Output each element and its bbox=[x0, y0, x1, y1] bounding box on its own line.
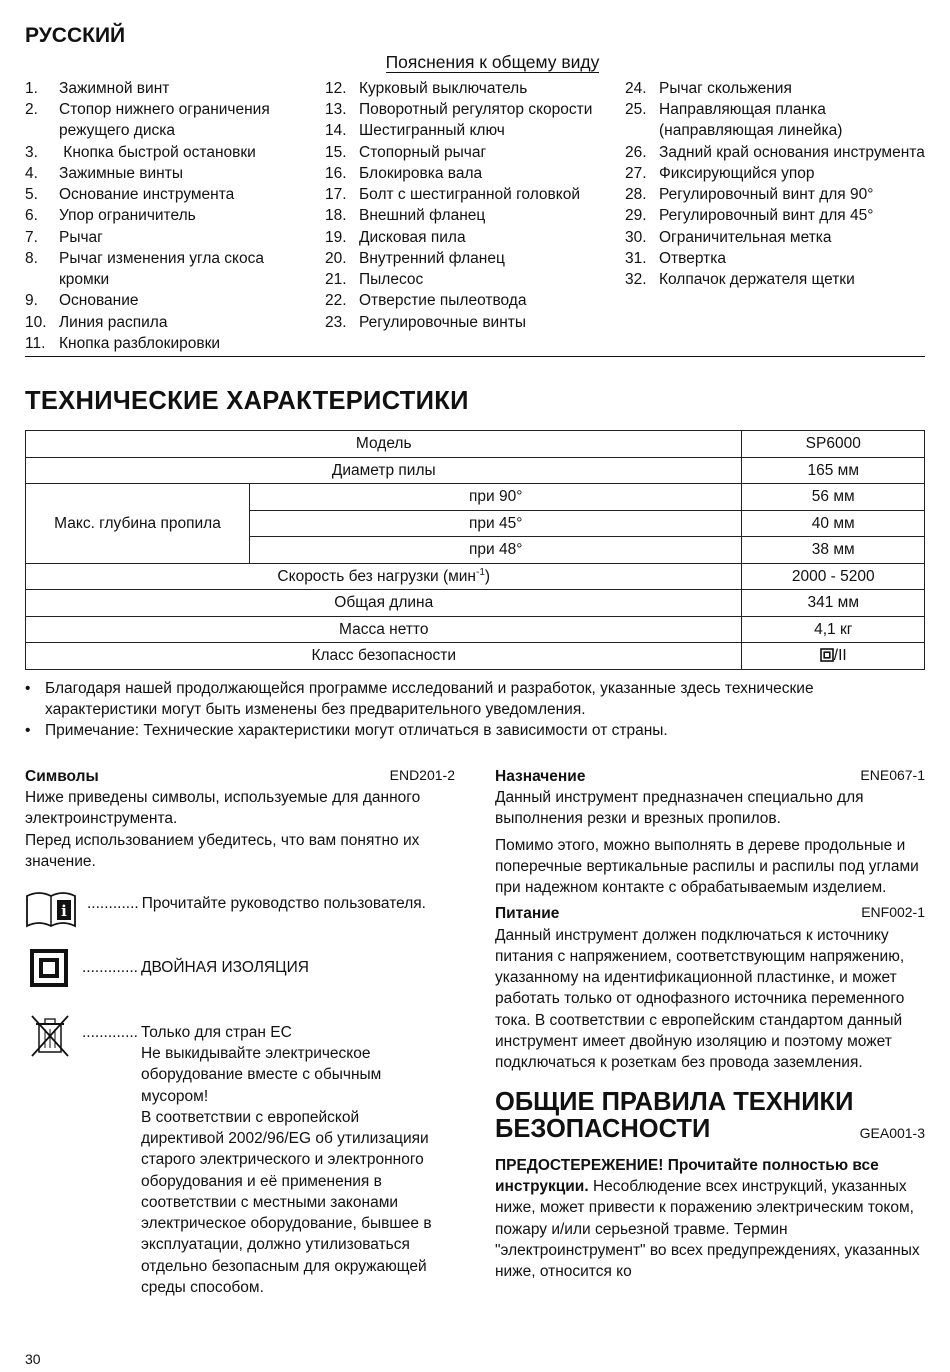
list-item bbox=[25, 678, 925, 720]
read-manual-icon bbox=[25, 888, 77, 930]
item-text: Регулировочный винт для 45° bbox=[659, 207, 874, 225]
list-item bbox=[25, 142, 315, 163]
table-row bbox=[26, 563, 925, 590]
item-number: 25. bbox=[625, 101, 647, 119]
list-item bbox=[625, 248, 925, 269]
item-number: 21. bbox=[325, 271, 347, 289]
list-item bbox=[625, 227, 925, 248]
symbol-description: Прочитайте руководство пользователя. bbox=[141, 895, 426, 912]
table-cell: 341 мм bbox=[742, 590, 925, 617]
item-text: Рычаг изменения угла скоса кромки bbox=[59, 249, 265, 289]
list-item bbox=[325, 290, 615, 311]
section-code: GEA001-3 bbox=[859, 1124, 925, 1141]
item-text: Шестигранный ключ bbox=[359, 122, 505, 140]
leader-dots: ............ bbox=[87, 895, 139, 912]
paragraph: Помимо этого, можно выполнять в дереве продольные и поперечные вертикальные распилы и распилы под углами при надежном контакте с обрабатываемым изделием. bbox=[495, 836, 919, 897]
item-number: 18. bbox=[325, 207, 347, 225]
svg-text:i: i bbox=[61, 902, 67, 920]
list-item bbox=[325, 120, 615, 141]
section-code: END201-2 bbox=[389, 767, 455, 783]
item-text: Внешний фланец bbox=[359, 207, 486, 225]
list-item bbox=[625, 184, 925, 205]
list-item bbox=[625, 269, 925, 290]
speed-superscript: -1 bbox=[475, 566, 485, 578]
list-item bbox=[325, 142, 615, 163]
item-text: Кнопка разблокировки bbox=[59, 334, 221, 352]
table-cell bbox=[26, 563, 742, 590]
list-item bbox=[325, 99, 615, 120]
table-cell bbox=[742, 643, 925, 670]
spec-notes bbox=[25, 678, 925, 742]
list-item bbox=[25, 78, 315, 99]
item-text: Блокировка вала bbox=[359, 164, 483, 182]
safety-header bbox=[495, 1089, 925, 1143]
item-number: 31. bbox=[625, 249, 647, 267]
list-item bbox=[25, 163, 315, 184]
item-number: 15. bbox=[325, 143, 347, 161]
table-cell: при 45° bbox=[250, 510, 742, 537]
symbol-description: ДВОЙНАЯ ИЗОЛЯЦИЯ bbox=[140, 959, 309, 976]
table-cell: Модель bbox=[26, 431, 742, 458]
section-header bbox=[25, 766, 455, 787]
list-item bbox=[325, 269, 615, 290]
overview-column-2 bbox=[325, 78, 615, 333]
language-heading: РУССКИЙ bbox=[25, 24, 126, 47]
paragraph: Только для стран ЕС bbox=[140, 1024, 292, 1041]
table-row bbox=[26, 643, 925, 670]
list-item bbox=[25, 720, 925, 741]
safety-warning bbox=[495, 1155, 925, 1282]
item-text: Упор ограничитель bbox=[59, 207, 196, 225]
item-number: 19. bbox=[325, 228, 347, 246]
list-item bbox=[25, 333, 315, 354]
list-item bbox=[325, 205, 615, 226]
item-number: 10. bbox=[25, 313, 47, 331]
item-text: Основание инструмента bbox=[59, 186, 235, 204]
leader-dots: ............. bbox=[82, 1024, 138, 1041]
bullet-icon: • bbox=[25, 680, 31, 697]
section-divider bbox=[25, 356, 925, 357]
warning-text: Несоблюдение всех инструкций, указанных ниже, может привести к поражению электрическим током, пожару и/или серьезной травме. Термин "электроинструмент" во всех предупреждениях, указанных ниже, относится ко bbox=[495, 1178, 920, 1280]
item-text: Стопор нижнего ограничения режущего диска bbox=[59, 101, 270, 140]
item-number: 17. bbox=[325, 186, 347, 204]
double-insulation-icon bbox=[30, 949, 68, 987]
list-item bbox=[625, 78, 925, 99]
table-cell: 40 мм bbox=[742, 510, 925, 537]
item-text: Отверстие пылеотвода bbox=[359, 292, 527, 310]
item-number: 3. bbox=[25, 143, 38, 161]
list-item bbox=[325, 163, 615, 184]
paragraph: В соответствии с европейской директивой 2002/96/EG об утилизацияи старого электрического и электронного оборудования и её применения в соответствии с местными законами электрическое оборудование, бывшее в эксплуатации, должно утилизоваться отдельно безопасным для окружающей среды способом. bbox=[140, 1108, 432, 1296]
paragraph: Данный инструмент предназначен специально для выполнения резки и врезных пропилов. bbox=[495, 789, 864, 828]
right-column bbox=[495, 766, 925, 1282]
item-text: Отвертка bbox=[659, 249, 726, 267]
item-number: 13. bbox=[325, 101, 347, 119]
section-title: Питание bbox=[495, 905, 560, 923]
item-number: 26. bbox=[625, 143, 647, 161]
note-text: Примечание: Технические характеристики могут отличаться в зависимости от страны. bbox=[45, 722, 668, 740]
list-item bbox=[325, 248, 615, 269]
leader-dots: ............. bbox=[82, 959, 138, 976]
item-number: 11. bbox=[25, 334, 46, 352]
list-item bbox=[625, 142, 925, 163]
section-code: ENF002-1 bbox=[861, 904, 925, 921]
list-item bbox=[325, 78, 615, 99]
speed-label-close: ) bbox=[484, 567, 491, 585]
table-cell: при 90° bbox=[250, 484, 742, 511]
paragraph: Данный инструмент должен подключаться к источнику питания с напряжением, соответствующим напряжению, указанному на идентификационной пластинке, и может работать только от однофазного источника переменного тока. В соответствии с европейским стандартом данный инструмент имеет двойную изоляцию и поэтому может подключаться к розеткам без провода заземления. bbox=[495, 926, 905, 1072]
item-text: Курковый выключатель bbox=[359, 80, 528, 97]
list-item bbox=[25, 290, 315, 311]
item-text: Поворотный регулятор скорости bbox=[359, 101, 593, 119]
list-item bbox=[625, 99, 925, 141]
section-header bbox=[495, 766, 925, 787]
section-code: ENE067-1 bbox=[860, 767, 925, 783]
table-cell: 38 мм bbox=[742, 537, 925, 564]
list-item bbox=[25, 184, 315, 205]
list-item bbox=[25, 312, 315, 333]
item-text: Колпачок держателя щетки bbox=[659, 271, 855, 289]
table-row bbox=[26, 590, 925, 617]
speed-label: Скорость без нагрузки (мин bbox=[277, 567, 476, 585]
table-cell: Общая длина bbox=[26, 590, 742, 617]
item-number: 27. bbox=[625, 164, 647, 182]
item-text: Стопорный рычаг bbox=[359, 143, 487, 161]
item-text: Задний край основания инструмента bbox=[659, 143, 925, 161]
paragraph: Ниже приведены символы, используемые для данного электроинструмента. bbox=[25, 789, 421, 828]
item-number: 1. bbox=[25, 80, 38, 97]
table-row bbox=[26, 457, 925, 484]
item-number: 2. bbox=[25, 101, 38, 119]
item-text: Регулировочный винт для 90° bbox=[659, 186, 874, 204]
item-text: Дисковая пила bbox=[359, 228, 466, 246]
list-item bbox=[625, 205, 925, 226]
list-item bbox=[25, 248, 315, 290]
symbol-row-weee bbox=[82, 1022, 457, 1298]
table-cell: 165 мм bbox=[742, 457, 925, 484]
item-text: Фиксирующийся упор bbox=[659, 164, 815, 182]
symbol-row-manual bbox=[87, 893, 457, 914]
item-number: 23. bbox=[325, 313, 347, 331]
list-item bbox=[25, 227, 315, 248]
table-cell: 56 мм bbox=[742, 484, 925, 511]
section-title: Назначение bbox=[495, 768, 586, 785]
warning-lead: ПРЕДОСТЕРЕЖЕНИЕ! Прочитайте полностью все инструкции. bbox=[495, 1156, 879, 1196]
symbol-description bbox=[138, 1022, 443, 1298]
table-row bbox=[26, 616, 925, 643]
item-text: Внутренний фланец bbox=[359, 249, 505, 267]
section-title: Символы bbox=[25, 768, 99, 785]
item-text: Болт с шестигранной головкой bbox=[359, 186, 581, 204]
item-number: 29. bbox=[625, 207, 647, 225]
bullet-icon: • bbox=[25, 722, 31, 740]
item-number: 28. bbox=[625, 186, 647, 204]
item-text: Линия распила bbox=[59, 313, 168, 331]
paragraph: Не выкидывайте электрическое оборудование вместе с обычным мусором! bbox=[140, 1045, 382, 1105]
list-item bbox=[625, 163, 925, 184]
table-row bbox=[26, 431, 925, 458]
item-text: Регулировочные винты bbox=[359, 313, 527, 331]
item-text: Кнопка быстрой остановки bbox=[59, 143, 256, 161]
item-number: 9. bbox=[25, 292, 38, 310]
specs-table bbox=[25, 430, 925, 670]
item-number: 16. bbox=[325, 164, 347, 182]
table-cell: SP6000 bbox=[742, 431, 925, 458]
overview-column-1 bbox=[25, 78, 315, 354]
item-number: 14. bbox=[325, 122, 347, 140]
crossed-bin-icon bbox=[30, 1014, 70, 1058]
double-insulation-icon bbox=[820, 648, 834, 662]
section-header bbox=[495, 903, 925, 924]
item-number: 22. bbox=[325, 292, 347, 310]
list-item bbox=[325, 312, 615, 333]
list-item bbox=[325, 184, 615, 205]
overview-title-text: Пояснения к общему виду bbox=[385, 52, 600, 72]
item-text: Рычаг скольжения bbox=[659, 80, 792, 97]
safety-class-value: /II bbox=[833, 647, 847, 665]
note-text: Благодаря нашей продолжающейся программе исследований и разработок, указанные здесь технические характеристики могут быть изменены без предварительного уведомления. bbox=[45, 680, 814, 719]
safety-title-line-1: ОБЩИЕ ПРАВИЛА ТЕХНИКИ bbox=[495, 1088, 854, 1117]
item-number: 20. bbox=[325, 249, 347, 267]
list-item bbox=[25, 99, 315, 141]
list-item bbox=[325, 227, 615, 248]
item-number: 12. bbox=[325, 80, 347, 97]
item-text: Рычаг bbox=[59, 228, 103, 246]
item-number: 5. bbox=[25, 186, 38, 204]
item-text: Зажимной винт bbox=[59, 80, 170, 97]
item-number: 4. bbox=[25, 164, 38, 182]
table-cell: 4,1 кг bbox=[742, 616, 925, 643]
item-text: Зажимные винты bbox=[59, 164, 183, 182]
item-number: 32. bbox=[625, 271, 647, 289]
item-number: 8. bbox=[25, 249, 38, 267]
page-number: 30 bbox=[25, 1351, 41, 1367]
table-row bbox=[26, 484, 925, 511]
table-cell: Класс безопасности bbox=[26, 643, 742, 670]
item-number: 24. bbox=[625, 80, 647, 97]
item-text: Пылесос bbox=[359, 271, 424, 289]
table-cell: при 48° bbox=[250, 537, 742, 564]
symbol-row-insulation bbox=[82, 957, 457, 978]
item-text: Направляющая планка (направляющая линейка) bbox=[659, 101, 843, 140]
overview-column-3 bbox=[625, 78, 925, 290]
table-cell: Диаметр пилы bbox=[26, 457, 742, 484]
overview-title bbox=[0, 51, 950, 75]
table-cell: Макс. глубина пропила bbox=[26, 484, 250, 564]
item-number: 6. bbox=[25, 207, 38, 225]
item-text: Основание bbox=[59, 292, 139, 310]
safety-title-line-2: БЕЗОПАСНОСТИ bbox=[495, 1115, 711, 1144]
item-number: 7. bbox=[25, 228, 38, 246]
table-cell: Масса нетто bbox=[26, 616, 742, 643]
symbols-section bbox=[25, 766, 455, 872]
table-cell: 2000 - 5200 bbox=[742, 563, 925, 590]
list-item bbox=[25, 205, 315, 226]
item-text: Ограничительная метка bbox=[659, 228, 832, 246]
specs-heading: ТЕХНИЧЕСКИЕ ХАРАКТЕРИСТИКИ bbox=[25, 387, 469, 415]
item-number: 30. bbox=[625, 228, 647, 246]
paragraph: Перед использованием убедитесь, что вам понятно их значение. bbox=[25, 831, 420, 870]
